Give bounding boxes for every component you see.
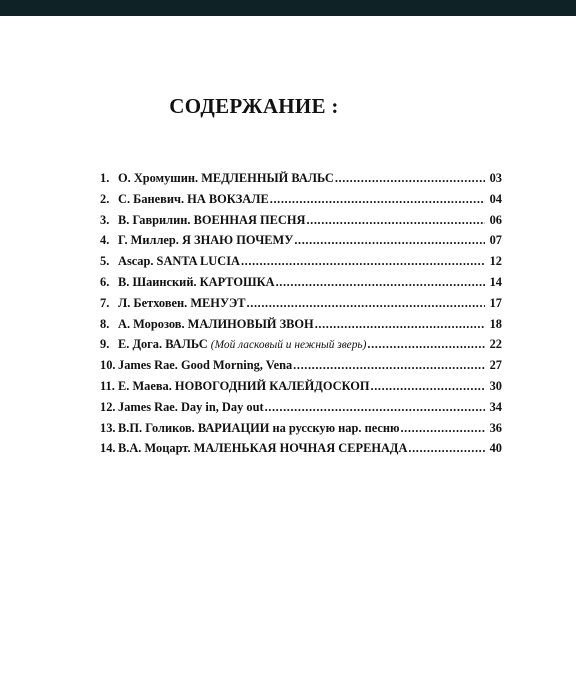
dot-leader [306, 210, 485, 231]
dot-leader [315, 314, 485, 335]
toc-entry [100, 168, 502, 189]
toc-entry [100, 272, 502, 293]
entry-title: А. Морозов. МАЛИНОВЫЙ ЗВОН [118, 316, 314, 331]
entry-page: 14 [489, 274, 502, 289]
entry-page: 03 [489, 171, 502, 185]
entry-page: 22 [489, 337, 502, 352]
dot-leader [247, 293, 485, 314]
toc-entry [100, 189, 502, 210]
entry-title: О. Хромушин. МЕДЛЕННЫЙ ВАЛЬС [118, 171, 334, 185]
top-dark-bar [0, 0, 576, 16]
entry-title: James Rae. Day in, Day out [118, 399, 264, 414]
entry-page: 30 [489, 378, 502, 393]
dot-leader [293, 355, 485, 376]
dot-leader [265, 397, 485, 418]
entry-page: 18 [489, 316, 502, 331]
entry-title: В. Гаврилин. ВОЕННАЯ ПЕСНЯ [118, 212, 306, 227]
entry-title: Л. Бетховен. МЕНУЭТ [118, 295, 246, 310]
entry-title: Ascap. SANTA LUCIA [118, 254, 240, 269]
entry-page: 12 [489, 254, 502, 269]
dot-leader [294, 230, 485, 251]
entry-title: В.П. Голиков. ВАРИАЦИИ на русскую нар. песню [118, 420, 400, 435]
entry-number: 1. [100, 171, 110, 185]
toc-entry [100, 210, 502, 231]
entry-number: 3. [100, 212, 110, 227]
toc-entry [100, 376, 502, 397]
toc-entry [100, 251, 502, 272]
entry-page: 17 [489, 295, 502, 310]
entry-subtitle: (Мой ласковый и нежный зверь) [210, 339, 367, 352]
entry-number: 7. [100, 295, 110, 310]
document-page [0, 16, 576, 700]
table-of-contents [100, 168, 502, 459]
entry-title: James Rae. Good Morning, Vena [118, 358, 293, 373]
dot-leader [335, 168, 485, 189]
entry-page: 04 [489, 191, 502, 206]
entry-number: 14. [100, 441, 116, 456]
toc-entry [100, 418, 502, 439]
entry-page: 34 [489, 399, 502, 414]
toc-entry [100, 438, 502, 459]
entry-number: 5. [100, 254, 110, 269]
entry-page: 27 [489, 358, 502, 373]
toc-entry [100, 314, 502, 335]
toc-entry [100, 230, 502, 251]
dot-leader [400, 418, 485, 439]
entry-number: 10. [100, 358, 116, 373]
entry-number: 2. [100, 191, 110, 206]
entry-title: Е. Маева. НОВОГОДНИЙ КАЛЕЙДОСКОП [118, 378, 370, 393]
entry-number: 4. [100, 233, 110, 248]
dot-leader [276, 272, 485, 293]
dot-leader [270, 189, 485, 210]
entry-number: 13. [100, 420, 116, 435]
entry-page: 07 [489, 233, 502, 248]
entry-title: Е. Дога. ВАЛЬС (Мой ласковый и нежный зверь) [118, 337, 367, 352]
toc-entry [100, 397, 502, 418]
dot-leader [367, 334, 485, 355]
entry-page: 06 [489, 212, 502, 227]
entry-number: 11. [100, 378, 115, 393]
entry-page: 36 [489, 420, 502, 435]
entry-title: В. Шаинский. КАРТОШКА [118, 274, 275, 289]
entry-number: 9. [100, 337, 110, 352]
entry-number: 12. [100, 399, 116, 414]
toc-entry [100, 334, 502, 355]
entry-title: Г. Миллер. Я ЗНАЮ ПОЧЕМУ [118, 233, 294, 248]
entry-title: В.А. Моцарт. МАЛЕНЬКАЯ НОЧНАЯ СЕРЕНАДА [118, 441, 408, 456]
entry-page: 40 [489, 441, 502, 456]
toc-entry [100, 355, 502, 376]
toc-entry [100, 293, 502, 314]
entry-title: С. Баневич. НА ВОКЗАЛЕ [118, 191, 269, 206]
dot-leader [371, 376, 485, 397]
dot-leader [408, 438, 485, 459]
entry-number: 6. [100, 274, 110, 289]
entry-number: 8. [100, 316, 110, 331]
dot-leader [241, 251, 485, 272]
page-title: СОДЕРЖАНИЕ : [169, 94, 339, 118]
